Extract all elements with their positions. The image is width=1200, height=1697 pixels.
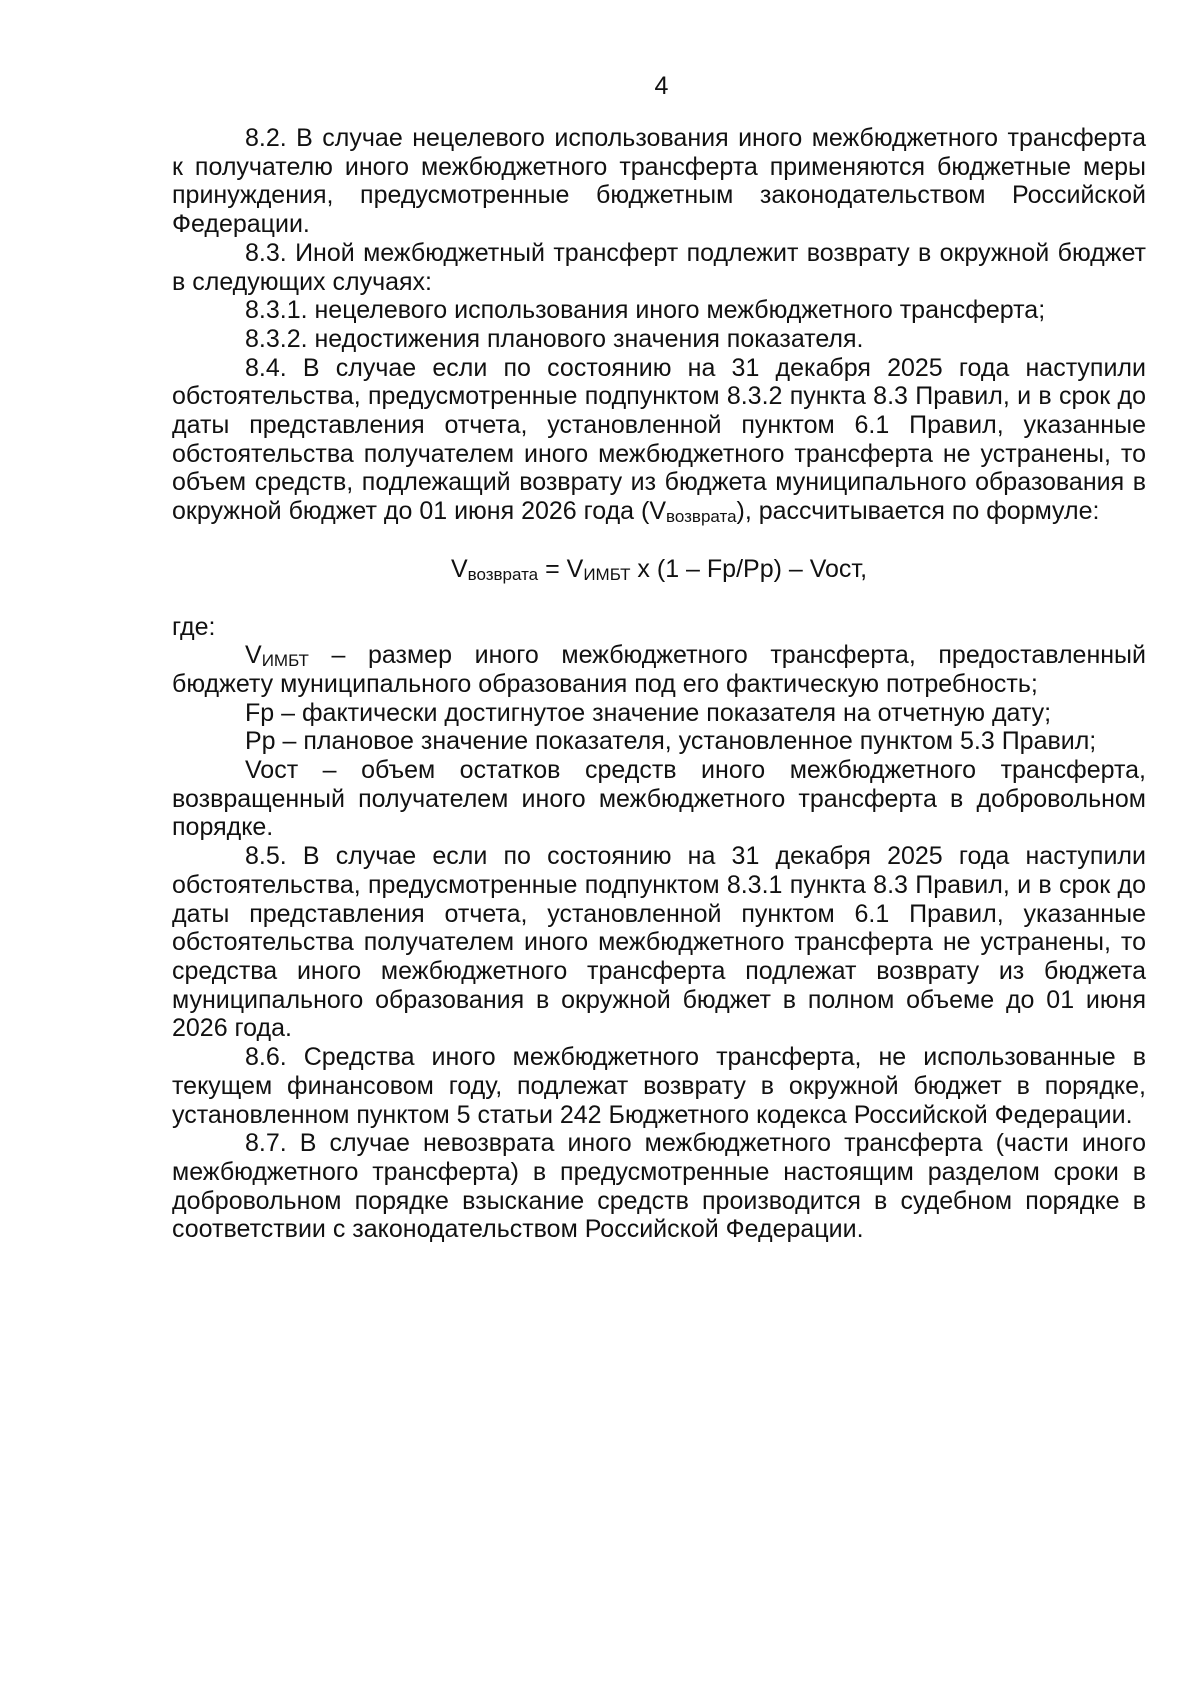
definition-imbt-text: – размер иного межбюджетного трансферта, предоставленный бюджету муниципального образования под его фактическую потребность; — [172, 641, 1146, 698]
definition-vost: Voст – объем остатков средств иного межбюджетного трансферта, возвращенный получателем иного межбюджетного трансферта в добровольном порядке. — [172, 756, 1146, 842]
paragraph-8-4 — [172, 354, 1146, 526]
where-label: где: — [172, 612, 216, 641]
definition-imbt-subscript: ИМБТ — [261, 651, 309, 671]
definition-fp: Fp – фактически достигнутое значение показателя на отчетную дату; — [245, 698, 1052, 727]
paragraph-8-3-2: 8.3.2. недостижения планового значения показателя. — [245, 324, 864, 353]
paragraph-8-7: 8.7. В случае невозврата иного межбюджетного трансферта (части иного межбюджетного трансферта) в предусмотренные настоящим разделом сроки в добровольном порядке взыскание средств производится в судебном порядке в соответствии с законодательством Российской Федерации. — [172, 1129, 1146, 1244]
paragraph-8-3-1: 8.3.1. нецелевого использования иного межбюджетного трансферта; — [245, 296, 1046, 325]
formula-rest: x (1 – Fp/Pp) – Voст, — [630, 554, 868, 583]
page-number: 4 — [654, 72, 669, 100]
formula-imbt-subscript: ИМБТ — [583, 564, 631, 584]
paragraph-8-3: 8.3. Иной межбюджетный трансферт подлежит возврату в окружной бюджет в следующих случаях: — [172, 238, 1146, 296]
paragraph-8-2: 8.2. В случае нецелевого использования иного межбюджетного трансферта к получателю иного межбюджетного трансферта применяются бюджетные меры принуждения, предусмотренные бюджетным законодательством Российской Федерации. — [172, 124, 1146, 239]
paragraph-8-4-text: 8.4. В случае если по состоянию на 31 декабря 2025 года наступили обстоятельства, предусмотренные подпунктом 8.3.2 пункта 8.3 Правил, и в срок до даты представления отчета, установленной пунктом 6.1 Правил, указанные обстоятельства получателем иного межбюджетного трансферта не устранены, то объем средств, подлежащий возврату из бюджета муниципального образования в окружной бюджет до 01 июня 2026 года (V — [172, 353, 1146, 526]
definition-pp: Pp – плановое значение показателя, установленное пунктом 5.3 Правил; — [245, 727, 1097, 756]
formula-v-subscript: возврата — [467, 564, 539, 584]
paragraph-8-4-subscript: возврата — [666, 507, 737, 527]
formula-v: V — [450, 554, 468, 583]
document-body — [172, 124, 1146, 1244]
definition-imbt — [172, 641, 1146, 698]
definition-imbt-v: V — [245, 641, 262, 670]
paragraph-8-4-tail: ), рассчитывается по формуле: — [736, 497, 1100, 526]
formula — [172, 555, 1146, 584]
paragraph-8-6: 8.6. Средства иного межбюджетного трансферта, не использованные в текущем финансовом году, подлежат возврату в окружной бюджет в порядке, установленном пунктом 5 статьи 242 Бюджетного кодекса Российской Федерации. — [172, 1043, 1146, 1129]
formula-equals: = V — [538, 554, 584, 583]
paragraph-8-5: 8.5. В случае если по состоянию на 31 декабря 2025 года наступили обстоятельства, предусмотренные подпунктом 8.3.1 пункта 8.3 Правил, и в срок до даты представления отчета, установленной пунктом 6.1 Правил, указанные обстоятельства получателем иного межбюджетного трансферта не устранены, то средства иного межбюджетного трансферта подлежат возврату из бюджета муниципального образования в окружной бюджет в полном объеме до 01 июня 2026 года. — [172, 842, 1146, 1043]
